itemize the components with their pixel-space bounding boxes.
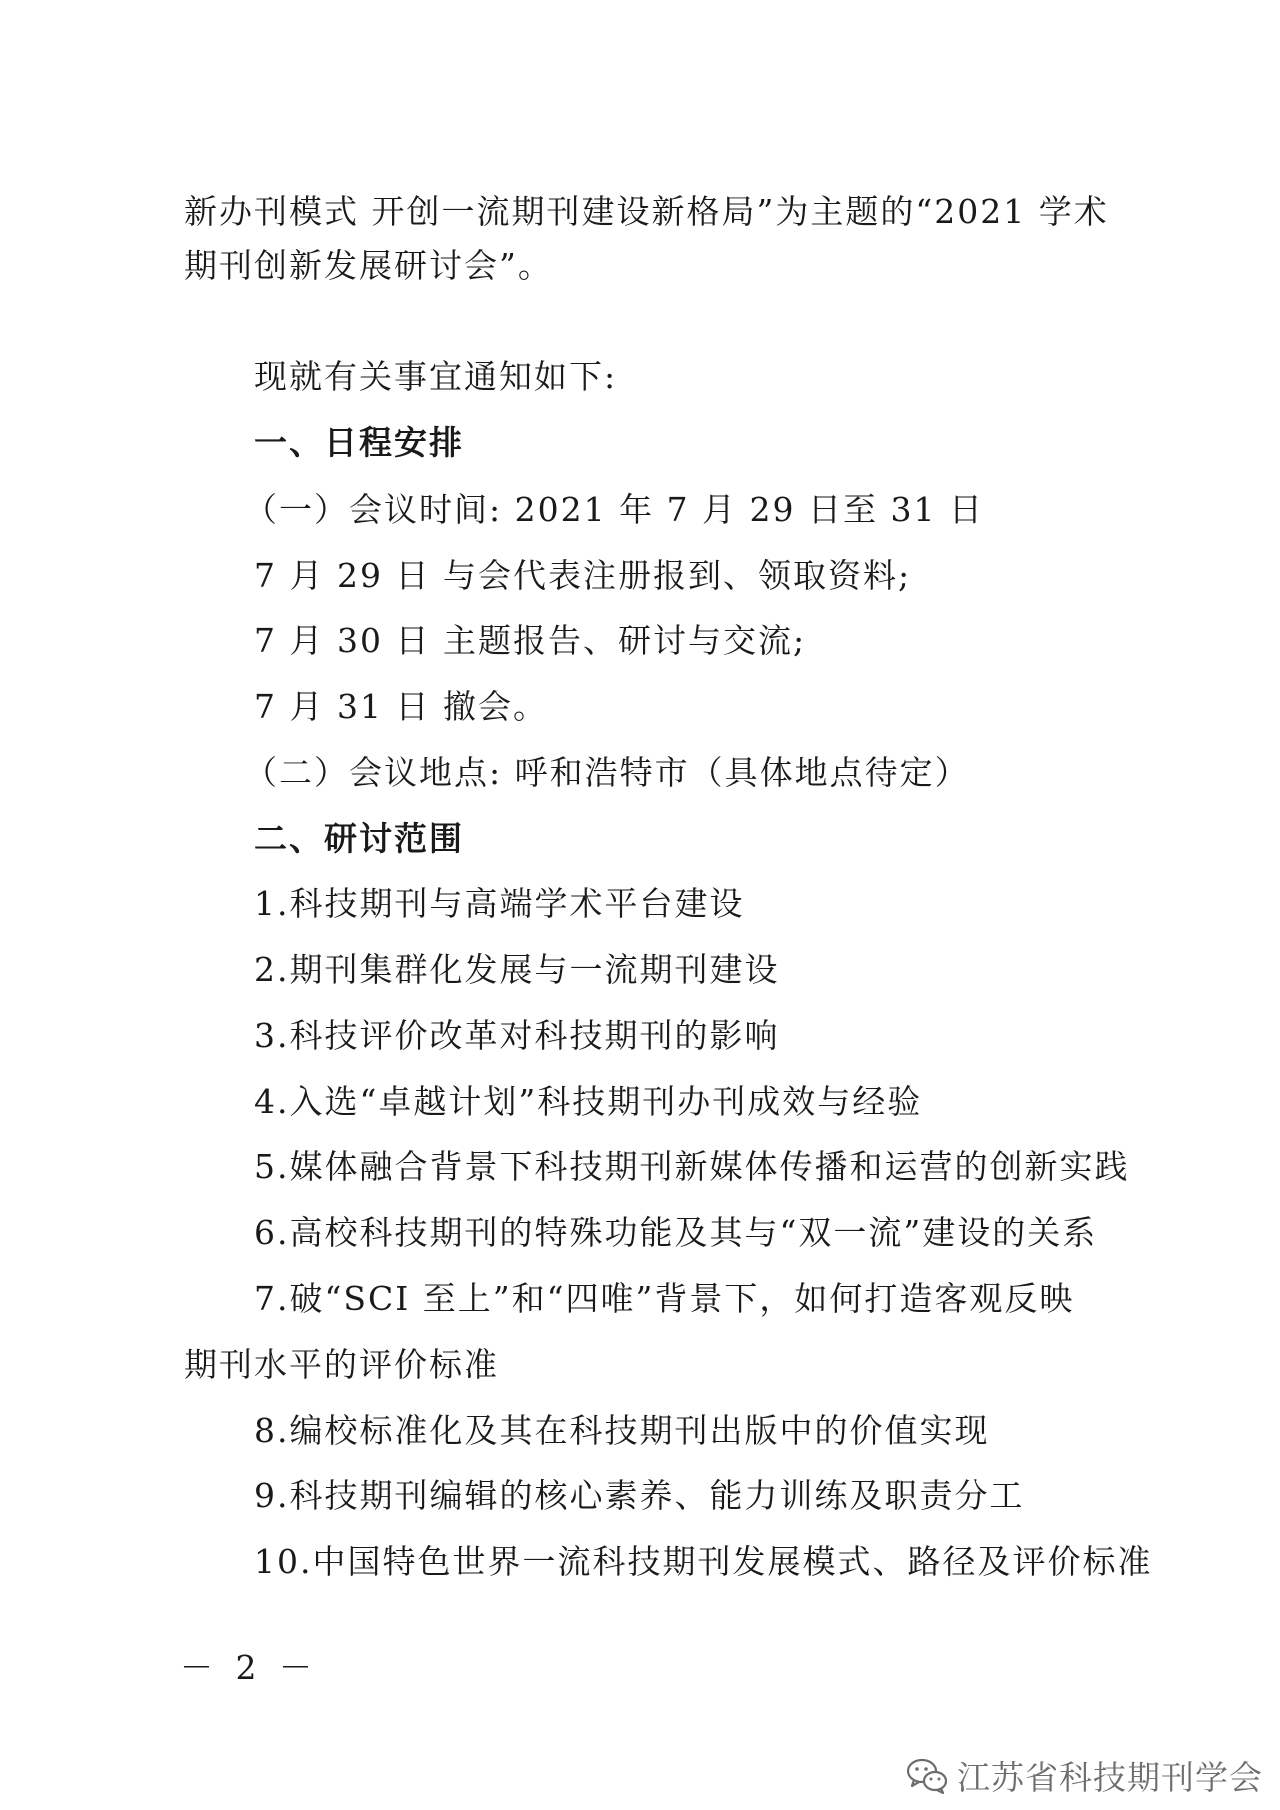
list-item: 6.高校科技期刊的特殊功能及其与“双一流”建设的关系 — [254, 1213, 1098, 1252]
paragraph-line: 7 月 31 日 撤会。 — [254, 687, 548, 726]
list-item: 9.科技期刊编辑的核心素养、能力训练及职责分工 — [254, 1476, 1025, 1515]
section-heading-schedule: 一、日程安排 — [254, 423, 464, 462]
list-item: 8.编校标准化及其在科技期刊出版中的价值实现 — [254, 1411, 990, 1450]
page-number: － 2 － — [180, 1648, 318, 1687]
paragraph-line: 7 月 29 日 与会代表注册报到、领取资料; — [254, 556, 912, 595]
list-item-continuation: 期刊水平的评价标准 — [184, 1345, 499, 1384]
list-item: 3.科技评价改革对科技期刊的影响 — [254, 1016, 780, 1055]
list-item: 4.入选“卓越计划”科技期刊办刊成效与经验 — [254, 1082, 923, 1121]
list-item: 7.破“SCI 至上”和“四唯”背景下，如何打造客观反映 — [254, 1279, 1075, 1318]
section-heading-scope: 二、研讨范围 — [254, 819, 464, 858]
paragraph-line: （二）会议地点: 呼和浩特市（具体地点待定） — [244, 753, 970, 792]
wechat-icon — [905, 1755, 949, 1795]
paragraph-line: 7 月 30 日 主题报告、研讨与交流; — [254, 621, 807, 660]
paragraph-line: （一）会议时间: 2021 年 7 月 29 日至 31 日 — [244, 490, 984, 529]
paragraph-line: 期刊创新发展研讨会”。 — [184, 246, 553, 285]
list-item: 2.期刊集群化发展与一流期刊建设 — [254, 950, 780, 989]
list-item: 10.中国特色世界一流科技期刊发展模式、路径及评价标准 — [254, 1542, 1153, 1581]
list-item: 5.媒体融合背景下科技期刊新媒体传播和运营的创新实践 — [254, 1147, 1130, 1186]
paragraph-line: 新办刊模式 开创一流期刊建设新格局”为主题的“2021 学术 — [184, 192, 1109, 231]
paragraph-line: 现就有关事宜通知如下: — [254, 357, 618, 396]
list-item: 1.科技期刊与高端学术平台建设 — [254, 884, 745, 923]
watermark-text: 江苏省科技期刊学会 — [957, 1757, 1263, 1797]
watermark — [905, 1750, 1263, 1800]
